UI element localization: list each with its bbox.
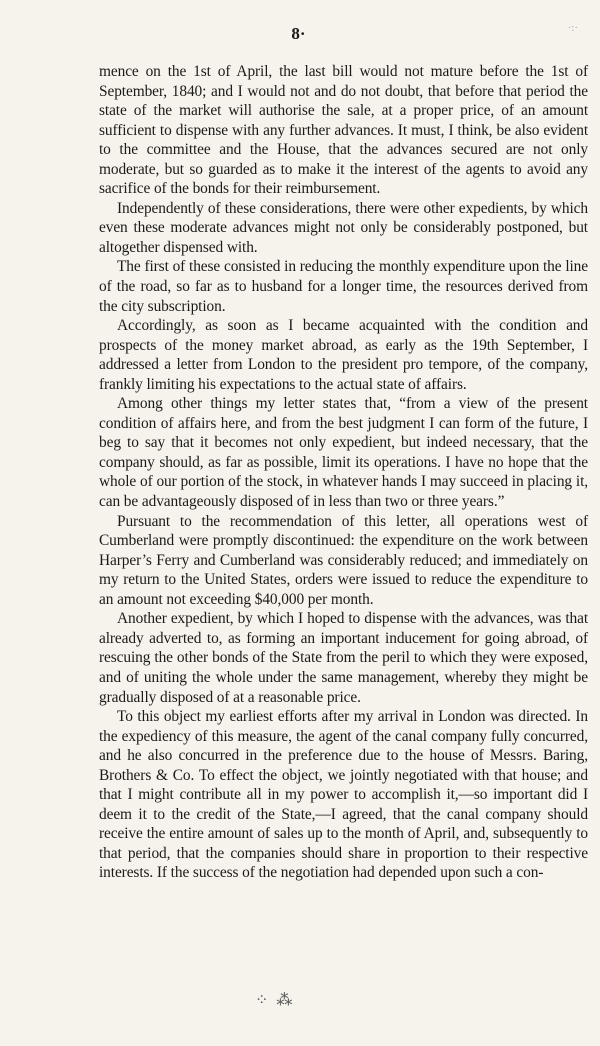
paragraph-4: Accordingly, as soon as I became acquainted with the condition and prospects of the money market abroad, as early as the 19th September, I addressed a letter from London to the president pro tempore, of the company, frankly limiting his expectations to the actual state of affairs. [99,317,588,393]
paragraph-8: To this object my earliest efforts after my arrival in London was directed. In the expediency of this measure, the agent of the canal company fully concurred, and he also concurred in the preference due to the house of Messrs. Baring, Brothers & Co. To effect the object, we jointly negotiated with that house; and that I might contribute all in my power to accomplish it,—so important did I deem it to the credit of the State,—I agreed, that the canal company should receive the entire amount of sales up to the month of April, and, subsequently to that period, that the companies should share in proportion to their respective interests. If the success of the negotiation had depended upon such a con- [99,708,588,882]
paragraph-2: Independently of these considerations, there were other expedients, by which even these moderate advances might not only be considerably postponed, but altogether dispensed with. [99,199,588,256]
printer-ornament-mark: ⁘ ⁂ [255,992,295,1009]
paper-speck-mark: ·:· [567,22,578,34]
paragraph-5: Among other things my letter states that, “from a view of the present condition of affairs here, and from the best judgment I can form of the future, I beg to say that it becomes not only expedient, but indeed necessary, that the company should, as far as possible, limit its operations. I have no hope that the whole of our portion of the stock, in whatever hands I may succeed in placing it, can be advantageously disposed of in less than two or three years.” [99,395,588,511]
paragraph-7: Another expedient, by which I hoped to dispense with the advances, was that already adverted to, as forming an important inducement for going abroad, of rescuing the other bonds of the State from the peril to which they were exposed, and of uniting the whole under the same management, whereby they might be gradually disposed of at a reasonable price. [99,610,588,706]
page-number: 8· [291,24,306,43]
paragraph-1: mence on the 1st of April, the last bill would not mature before the 1st of September, 1840; and I would not and do not doubt, that before that period the state of the market will authorise the sale, at a proper price, of an amount sufficient to dispense with any further advances. It must, I think, be also evident to the committee and the House, that the advances secured are not only moderate, but so guarded as to make it the interest of the agents to avoid any sacrifice of the bonds for their reimbursement. [99,63,588,198]
paragraph-6: Pursuant to the recommendation of this letter, all operations west of Cumberland were promptly discontinued: the expenditure on the work between Harper’s Ferry and Cumberland was considerably reduced; and immediately on my return to the United States, orders were issued to reduce the expenditure to an amount not exceeding $40,000 per month. [99,512,588,608]
body-text [99,62,588,883]
paragraph-3: The first of these consisted in reducing the monthly expenditure upon the line of the road, so far as to husband for a longer time, the resources derived from the city subscription. [99,258,588,315]
